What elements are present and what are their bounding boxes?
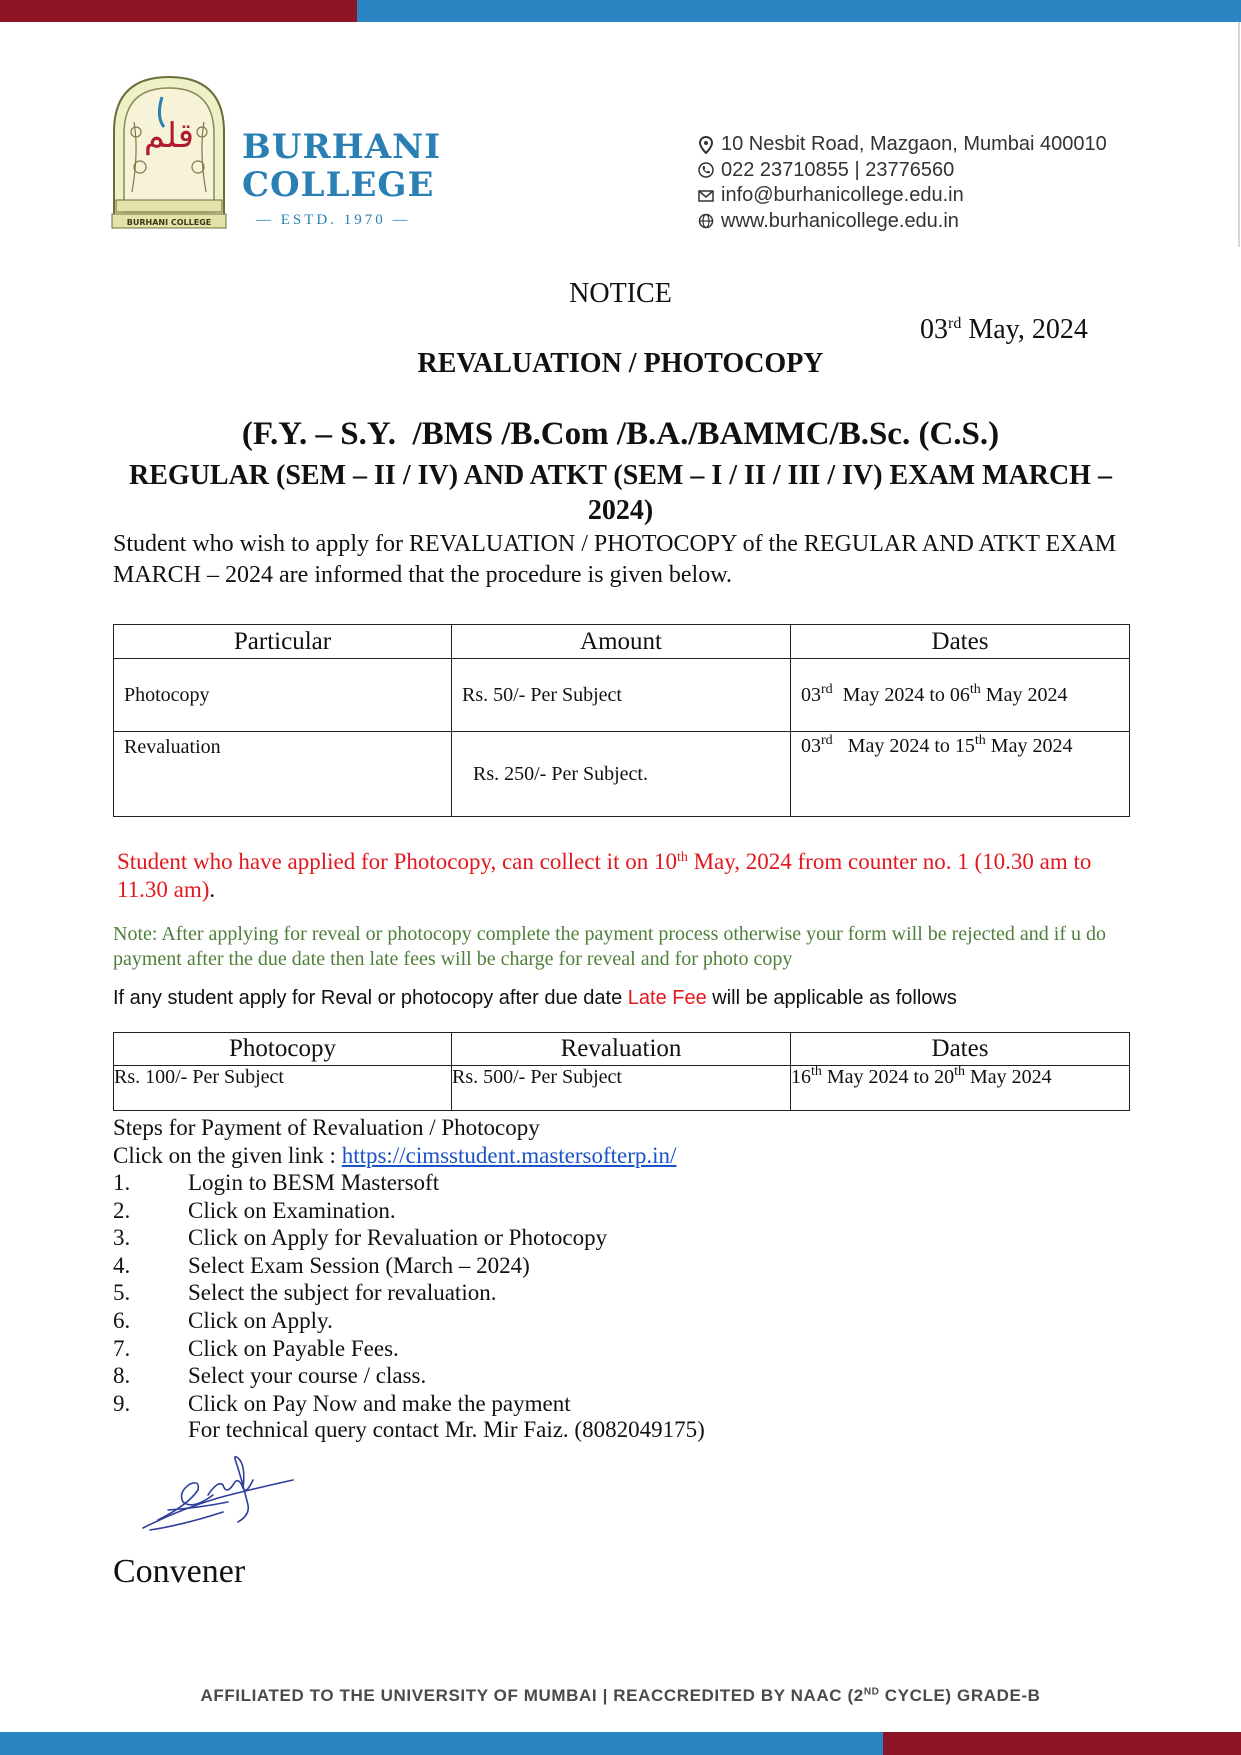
date-part: May 2024 <box>965 1066 1052 1088</box>
steps-heading: Steps for Payment of Revaluation / Photocopy <box>113 1115 540 1140</box>
footer-affiliation <box>0 1686 1241 1706</box>
phone-row <box>697 158 1107 184</box>
collect-period: . <box>209 877 216 902</box>
date-part: 03 <box>801 735 821 757</box>
website-row <box>697 209 1107 235</box>
globe-icon <box>697 212 715 230</box>
step-number: 6. <box>113 1307 131 1333</box>
top-bar-blue <box>357 0 1241 22</box>
step-text: Login to BESM Mastersoft <box>188 1170 440 1195</box>
date-suffix: th <box>811 1064 822 1079</box>
list-item <box>113 1390 607 1418</box>
col-header-particular: Particular <box>114 625 452 659</box>
top-bar-maroon <box>0 0 357 22</box>
address-text: 10 Nesbit Road, Mazgaon, Mumbai 400010 <box>721 133 1107 155</box>
college-name-line1: BURHANI <box>242 127 442 167</box>
cell-dates <box>791 732 1130 817</box>
established-year: — ESTD. 1970 — <box>256 212 411 228</box>
college-seal-logo <box>104 72 234 232</box>
collect-text: Student who have applied for Photocopy, can collect it on 10 <box>117 849 677 874</box>
table-row <box>114 1066 1130 1111</box>
step-number: 2. <box>113 1197 131 1223</box>
step-text: Click on Apply for Revaluation or Photocopy <box>188 1225 608 1251</box>
fee-table <box>113 624 1130 817</box>
website-text[interactable]: www.burhanicollege.edu.in <box>721 209 959 232</box>
bottom-bar-blue <box>0 1732 883 1755</box>
list-item <box>113 1169 607 1197</box>
bottom-bar-maroon <box>883 1732 1241 1755</box>
college-name <box>242 128 441 204</box>
notice-subject: REVALUATION / PHOTOCOPY <box>417 348 824 379</box>
cell-dates <box>791 1066 1130 1111</box>
step-number: 1. <box>113 1170 131 1195</box>
step-text: Select the subject for revaluation. <box>188 1280 497 1306</box>
table-row <box>114 732 1130 817</box>
step-text: Click on Examination. <box>188 1197 396 1223</box>
cell-particular: Revaluation <box>114 732 452 817</box>
intro-paragraph: Student who wish to apply for REVALUATION / PHOTOCOPY of the REGULAR AND ATKT EXAM MARCH – 2024 are informed that the procedure is given below. <box>113 531 1117 588</box>
date-suffix: th <box>954 1064 965 1079</box>
step-text: Select Exam Session (March – 2024) <box>188 1252 530 1278</box>
cell-revaluation-fee: Rs. 500/- Per Subject <box>452 1066 791 1111</box>
step-number: 8. <box>113 1363 131 1389</box>
mail-icon <box>697 187 715 205</box>
notice-date <box>920 314 1088 346</box>
footer-text: AFFILIATED TO THE UNIVERSITY OF MUMBAI | REACCREDITED BY NAAC (2 <box>200 1686 864 1705</box>
col-header-dates: Dates <box>791 1033 1130 1066</box>
date-part: 03 <box>801 683 821 706</box>
link-prefix: Click on the given link : <box>113 1143 342 1168</box>
step-text: Click on Apply. <box>188 1307 333 1333</box>
edge-rule <box>1238 22 1240 247</box>
email-text[interactable]: info@burhanicollege.edu.in <box>721 184 964 206</box>
contact-block <box>697 132 1107 234</box>
step-text: Select your course / class. <box>188 1363 427 1389</box>
step-number: 5. <box>113 1280 131 1306</box>
date-part: May 2024 <box>980 683 1068 706</box>
col-header-dates: Dates <box>791 625 1130 659</box>
handwritten-signature <box>138 1450 298 1535</box>
phone-text: 022 23710855 | 23776560 <box>721 158 955 181</box>
cell-amount: Rs. 50/- Per Subject <box>452 659 791 732</box>
col-header-revaluation: Revaluation <box>452 1033 791 1066</box>
signatory-title: Convener <box>113 1553 246 1590</box>
col-header-amount: Amount <box>452 625 791 659</box>
step-number: 4. <box>113 1252 131 1278</box>
step-text: Click on Payable Fees. <box>188 1335 399 1361</box>
notice-title: NOTICE <box>569 278 672 309</box>
payment-link-line <box>113 1142 676 1169</box>
late-fee-table <box>113 1032 1130 1111</box>
date-rest: May, 2024 <box>961 314 1088 345</box>
cell-particular: Photocopy <box>114 659 452 732</box>
cell-amount: Rs. 250/- Per Subject. <box>452 732 791 817</box>
late-fee-highlight: Late Fee <box>627 987 707 1009</box>
step-number: 7. <box>113 1335 131 1361</box>
date-part: 16 <box>791 1066 811 1088</box>
email-row <box>697 183 1107 209</box>
list-item <box>113 1362 607 1390</box>
phone-icon <box>697 161 715 179</box>
collect-text-end: May, 2024 from counter no. 1 (10.30 am to 11.30 am) <box>117 849 1092 902</box>
date-suffix: th <box>974 733 986 748</box>
fee-table-header <box>114 625 1130 659</box>
technical-query-contact: For technical query contact Mr. Mir Faiz. (8082049175) <box>188 1417 705 1442</box>
date-suffix: th <box>969 681 981 697</box>
list-item <box>113 1252 607 1280</box>
date-part: May 2024 to 15 <box>832 735 975 757</box>
step-text: Click on Pay Now and make the payment <box>188 1390 571 1416</box>
address-row <box>697 132 1107 158</box>
late-fee-line <box>113 987 957 1010</box>
late-fee-table-header <box>114 1033 1130 1066</box>
exam-heading: REGULAR (SEM – II / IV) AND ATKT (SEM – I / II / III / IV) EXAM MARCH – 2024) <box>129 460 1112 526</box>
collect-suffix: th <box>676 850 688 865</box>
step-number: 3. <box>113 1225 131 1251</box>
footer-suffix: ND <box>863 1686 880 1698</box>
table-row <box>114 659 1130 732</box>
date-part: May 2024 to 06 <box>832 683 970 706</box>
date-part: May 2024 <box>985 735 1073 757</box>
payment-portal-link[interactable]: https://cimsstudent.mastersofterp.in/ <box>341 1143 677 1168</box>
seal-text: BURHANI COLLEGE <box>126 218 212 227</box>
date-suffix: rd <box>821 681 833 697</box>
cell-dates <box>791 659 1130 732</box>
college-name-line2: COLLEGE <box>242 165 435 205</box>
courses-heading: (F.Y. – S.Y. /BMS /B.Com /B.A./BAMMC/B.Sc. (C.S.) <box>241 416 1000 452</box>
list-item <box>113 1197 607 1225</box>
collect-notice <box>117 848 1147 904</box>
cell-photocopy-fee: Rs. 100/- Per Subject <box>114 1066 452 1111</box>
date-suffix: rd <box>948 315 962 332</box>
payment-note: Note: After applying for reveal or photocopy complete the payment process otherwise your form will be rejected and if u do payment after the due date then late fees will be charge for reveal and for photo copy <box>113 923 1107 970</box>
footer-text-end: CYCLE) GRADE-B <box>879 1686 1041 1705</box>
step-number: 9. <box>113 1390 131 1416</box>
list-item <box>113 1224 607 1252</box>
date-suffix: rd <box>821 733 833 748</box>
list-item <box>113 1279 607 1307</box>
list-item <box>113 1307 607 1335</box>
svg-text:قلم: قلم <box>143 116 195 156</box>
steps-list <box>113 1169 607 1417</box>
date-day: 03 <box>920 314 948 345</box>
late-fee-text: If any student apply for Reval or photocopy after due date <box>113 987 628 1009</box>
col-header-photocopy: Photocopy <box>114 1033 452 1066</box>
list-item <box>113 1335 607 1363</box>
location-pin-icon <box>697 136 715 154</box>
date-part: May 2024 to 20 <box>821 1066 955 1088</box>
late-fee-text-end: will be applicable as follows <box>706 987 957 1009</box>
